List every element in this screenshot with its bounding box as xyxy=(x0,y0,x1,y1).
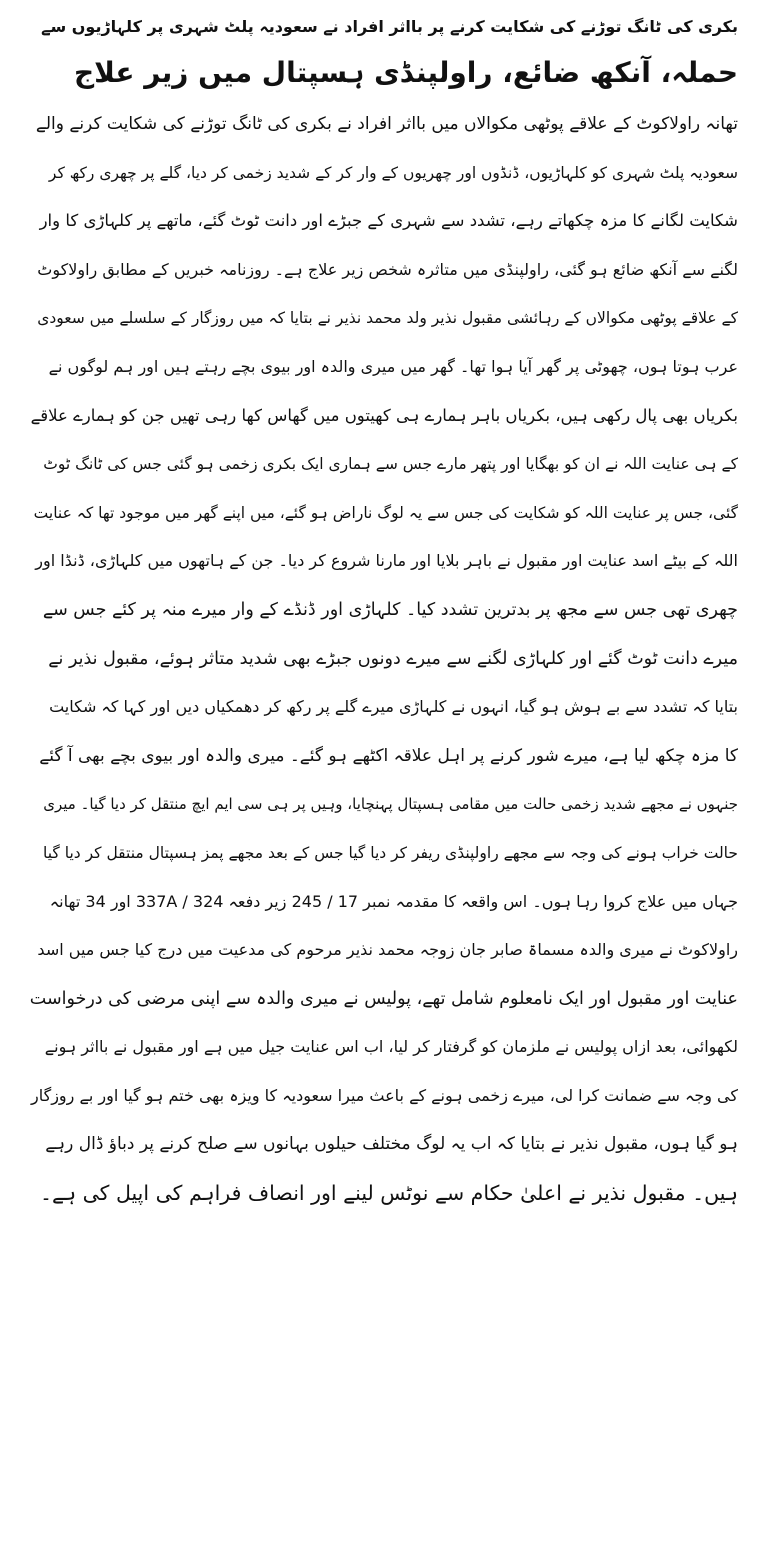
article-body-line: عرب ہوتا ہوں، چھوٹی پر گھر آیا ہوا تھا۔ گھر میں میری والدہ اور بیوی بچے رہتے ہیں اور ہم لوگوں نے xyxy=(48,356,738,376)
article-body-line: راولاکوٹ نے میری والدہ مسماۃ صابر جان زوجہ محمد نذیر مرحوم کی مدعیت میں درج کیا جس میں اسد xyxy=(37,940,738,960)
article-body-line: چھری تھی جس سے مجھ پر بدترین تشدد کیا۔ کلہاڑی اور ڈنڈے کے وار میرے منہ پر کئے جس سے xyxy=(42,599,738,620)
article-body-line: لگنے سے آنکھ ضائع ہو گئی، راولپنڈی میں متاثرہ شخص زیر علاج ہے۔ روزنامہ خبریں کے مطابق راولاکوٹ xyxy=(37,259,738,279)
article-headline xyxy=(30,4,738,96)
article-body-line: تھانہ راولاکوٹ کے علاقے پوٹھی مکوالاں میں بااثر افراد نے بکری کی ٹانگ توڑنے کی شکایت کرنے والے xyxy=(35,114,738,134)
headline-line: حملہ، آنکھ ضائع، راولپنڈی ہسپتال میں زیر علاج xyxy=(73,56,738,89)
article-body-line: گئی، جس پر عنایت اللہ کو شکایت کی جس سے یہ لوگ ناراض ہو گئے، میں اپنے گھر میں موجود تھا کہ عنایت xyxy=(33,503,738,522)
article-body-line: ہیں۔ مقبول نذیر نے اعلیٰ حکام سے نوٹس لینے اور انصاف فراہم کی اپیل کی ہے۔ xyxy=(40,1181,738,1206)
article-body-line: بتایا کہ تشدد سے بے ہوش ہو گیا، انہوں نے کلہاڑی میرے گلے پر رکھ کر دھمکیاں دیں اور کہا کہ شکایت xyxy=(49,697,738,717)
article-body-line: ہو گیا ہوں، مقبول نذیر نے بتایا کہ اب یہ لوگ مختلف حیلوں بہانوں سے صلح کرنے پر دباؤ ڈال رہے xyxy=(45,1134,738,1155)
article-body-line: عنایت اور مقبول اور ایک نامعلوم شامل تھے، پولیس نے میری والدہ سے اپنی مرضی کی درخواست xyxy=(29,988,738,1009)
headline-line: بکری کی ٹانگ توڑنے کی شکایت کرنے پر بااثر افراد نے سعودیہ پلٹ شہری پر کلہاڑیوں سے xyxy=(41,17,738,36)
article-body-line: حالت خراب ہونے کی وجہ سے مجھے راولپنڈی ریفر کر دیا گیا جس کے بعد مجھے پمز ہسپتال منتقل کر دیا گیا xyxy=(43,843,738,862)
article-body-line: کے ہی عنایت اللہ نے ان کو بھگایا اور پتھر مارے جس سے ہماری ایک بکری زخمی ہو گئی جس کی ٹانگ ٹوٹ xyxy=(43,455,738,474)
article-body-line: کے علاقے پوٹھی مکوالاں کے رہائشی مقبول نذیر ولد محمد نذیر نے بتایا کہ میں روزگار کے سلسلے میں سعودی xyxy=(37,309,738,328)
article-body-line: میرے دانت ٹوٹ گئے اور کلہاڑی لگنے سے میرے دونوں جبڑے بھی شدید متاثر ہوئے، مقبول نذیر نے xyxy=(48,648,738,669)
article-body-line: بکریاں بھی پال رکھی ہیں، بکریاں باہر ہمارے ہی کھیتوں میں گھاس کھا رہی تھیں جن کو ہمارے علاقے xyxy=(30,405,738,425)
article-body-line: جہاں میں علاج کروا رہا ہوں۔ اس واقعہ کا مقدمہ نمبر 17 / 245 زیر دفعہ 337A / 324 اور 34 تھانہ xyxy=(49,891,738,911)
article-body-line: جنہوں نے مجھے شدید زخمی حالت میں مقامی ہسپتال پہنچایا، وہیں پر ہی سی ایم ایچ منتقل کر دیا گیا۔ میری xyxy=(43,795,738,814)
article-body-line: کی وجہ سے ضمانت کرا لی، میرے زخمی ہونے کے باعث میرا سعودیہ کا ویزہ بھی ختم ہو گیا اور بے روزگار xyxy=(30,1085,738,1105)
article-body-line: شکایت لگانے کا مزہ چکھاتے رہے، تشدد سے شہری کے جبڑے اور دانت ٹوٹ گئے، ماتھے پر کلہاڑی کا وار xyxy=(39,211,738,231)
article-body xyxy=(30,100,738,1218)
article-body-line: لکھوائی، بعد ازاں پولیس نے ملزمان کو گرفتار کر لیا، اب اس عنایت جیل میں ہے اور مقبول نے بااثر ہونے xyxy=(44,1037,738,1057)
article-body-line: سعودیہ پلٹ شہری کو کلہاڑیوں، ڈنڈوں اور چھریوں کے وار کر کے شدید زخمی کر دیا، گلے پر چھری رکھ کر xyxy=(48,163,738,182)
article-body-line: اللہ کے بیٹے اسد عنایت اور مقبول نے باہر بلایا اور مارنا شروع کر دیا۔ جن کے ہاتھوں میں کلہاڑی، ڈنڈا اور xyxy=(35,551,738,571)
article-body-line: کا مزہ چکھ لیا ہے، میرے شور کرنے پر اہل علاقہ اکٹھے ہو گئے۔ میری والدہ اور بیوی بچے بھی آ گئے xyxy=(39,745,738,766)
